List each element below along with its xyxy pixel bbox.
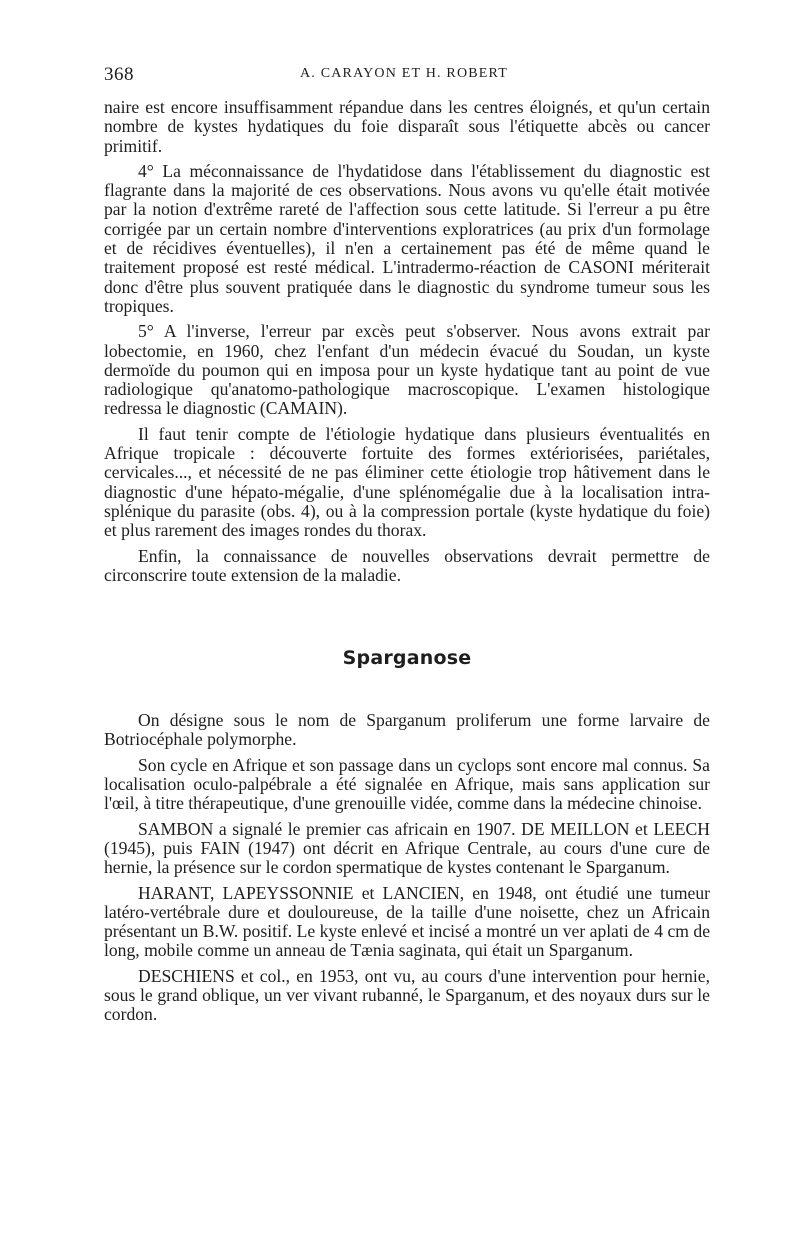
page-number: 368 xyxy=(104,64,134,85)
paragraph: DESCHIENS et col., en 1953, ont vu, au cours d'une intervention pour hernie, sous le grand oblique, un ver vivant rubanné, le Sparganum, et des noyaux durs sur le cordon. xyxy=(104,965,710,1025)
section-hydatidose-conclusion xyxy=(104,98,710,585)
paragraph: 5° A l'inverse, l'erreur par excès peut s'observer. Nous avons extrait par lobectomie, en 1960, chez l'enfant d'un médecin évacué du Soudan, un kyste dermoïde du poumon qui en imposa pour un kyste hydatique tant au point de vue radiologique qu'anatomo-pathologique macroscopique. L'examen histologique redressa le diagnostic (CAMAIN). xyxy=(104,321,710,419)
paragraph: On désigne sous le nom de Sparganum proliferum une forme larvaire de Botriocéphale polymorphe. xyxy=(104,710,710,750)
running-title: A. CARAYON ET H. ROBERT xyxy=(300,66,509,81)
paragraph: Il faut tenir compte de l'étiologie hydatique dans plusieurs éventualités en Afrique tropicale : découverte fortuite des formes extériorisées, pariétales, cervicales..., et nécessité de ne pas éliminer cette étiologie trop hâtivement dans le diagnostic d'une hépato-mégalie, d'une splénomégalie due à la localisation intra-splénique du parasite (obs. 4), ou à la compression portale (kyste hydatique du foie) et plus rarement des images rondes du thorax. xyxy=(104,423,710,541)
section-heading: Sparganose xyxy=(342,647,472,670)
paragraph: 4° La méconnaissance de l'hydatidose dans l'établissement du diagnostic est flagrante dans la majorité de ces observations. Nous avons vu qu'elle était motivée par la notion d'extrême rareté de l'affection sous cette latitude. Si l'erreur a pu être corrigée par un certain nombre d'interventions exploratrices (au prix d'un formolage et de récidives éventuelles), il n'en a certainement pas été de même quand le traitement proposé est resté médical. L'intradermo-réaction de CASONI mériterait donc d'être plus souvent pratiquée dans le diagnostic du syndrome tumeur sous les tropiques. xyxy=(104,160,710,316)
paragraph: Enfin, la connaissance de nouvelles observations devrait permettre de circonscrire toute extension de la maladie. xyxy=(104,545,710,585)
paragraph: naire est encore insuffisamment répandue dans les centres éloignés, et qu'un certain nombre de kystes hydatiques du foie disparaît sous l'étiquette abcès ou cancer primitif. xyxy=(104,97,710,156)
paragraph: SAMBON a signalé le premier cas africain en 1907. DE MEILLON et LEECH (1945), puis FAIN (1947) ont décrit en Afrique Centrale, au cours d'une cure de hernie, la présence sur le cordon spermatique de kystes contenant le Sparganum. xyxy=(104,818,710,878)
running-head xyxy=(104,64,710,86)
section-sparganose xyxy=(104,711,710,1024)
page xyxy=(104,64,710,1025)
paragraph: HARANT, LAPEYSSONNIE et LANCIEN, en 1948, ont étudié une tumeur latéro-vertébrale dure et douloureuse, de la taille d'une noisette, chez un Africain présentant un B.W. positif. Le kyste enlevé et incisé a montré un ver aplati de 4 cm de long, mobile comme un anneau de Tænia saginata, qui était un Sparganum. xyxy=(104,882,710,961)
paragraph: Son cycle en Afrique et son passage dans un cyclops sont encore mal connus. Sa localisation oculo-palpébrale a été signalée en Afrique, mais sans application sur l'œil, à titre thérapeutique, d'une grenouille vidée, comme dans la médecine chinoise. xyxy=(104,754,710,814)
